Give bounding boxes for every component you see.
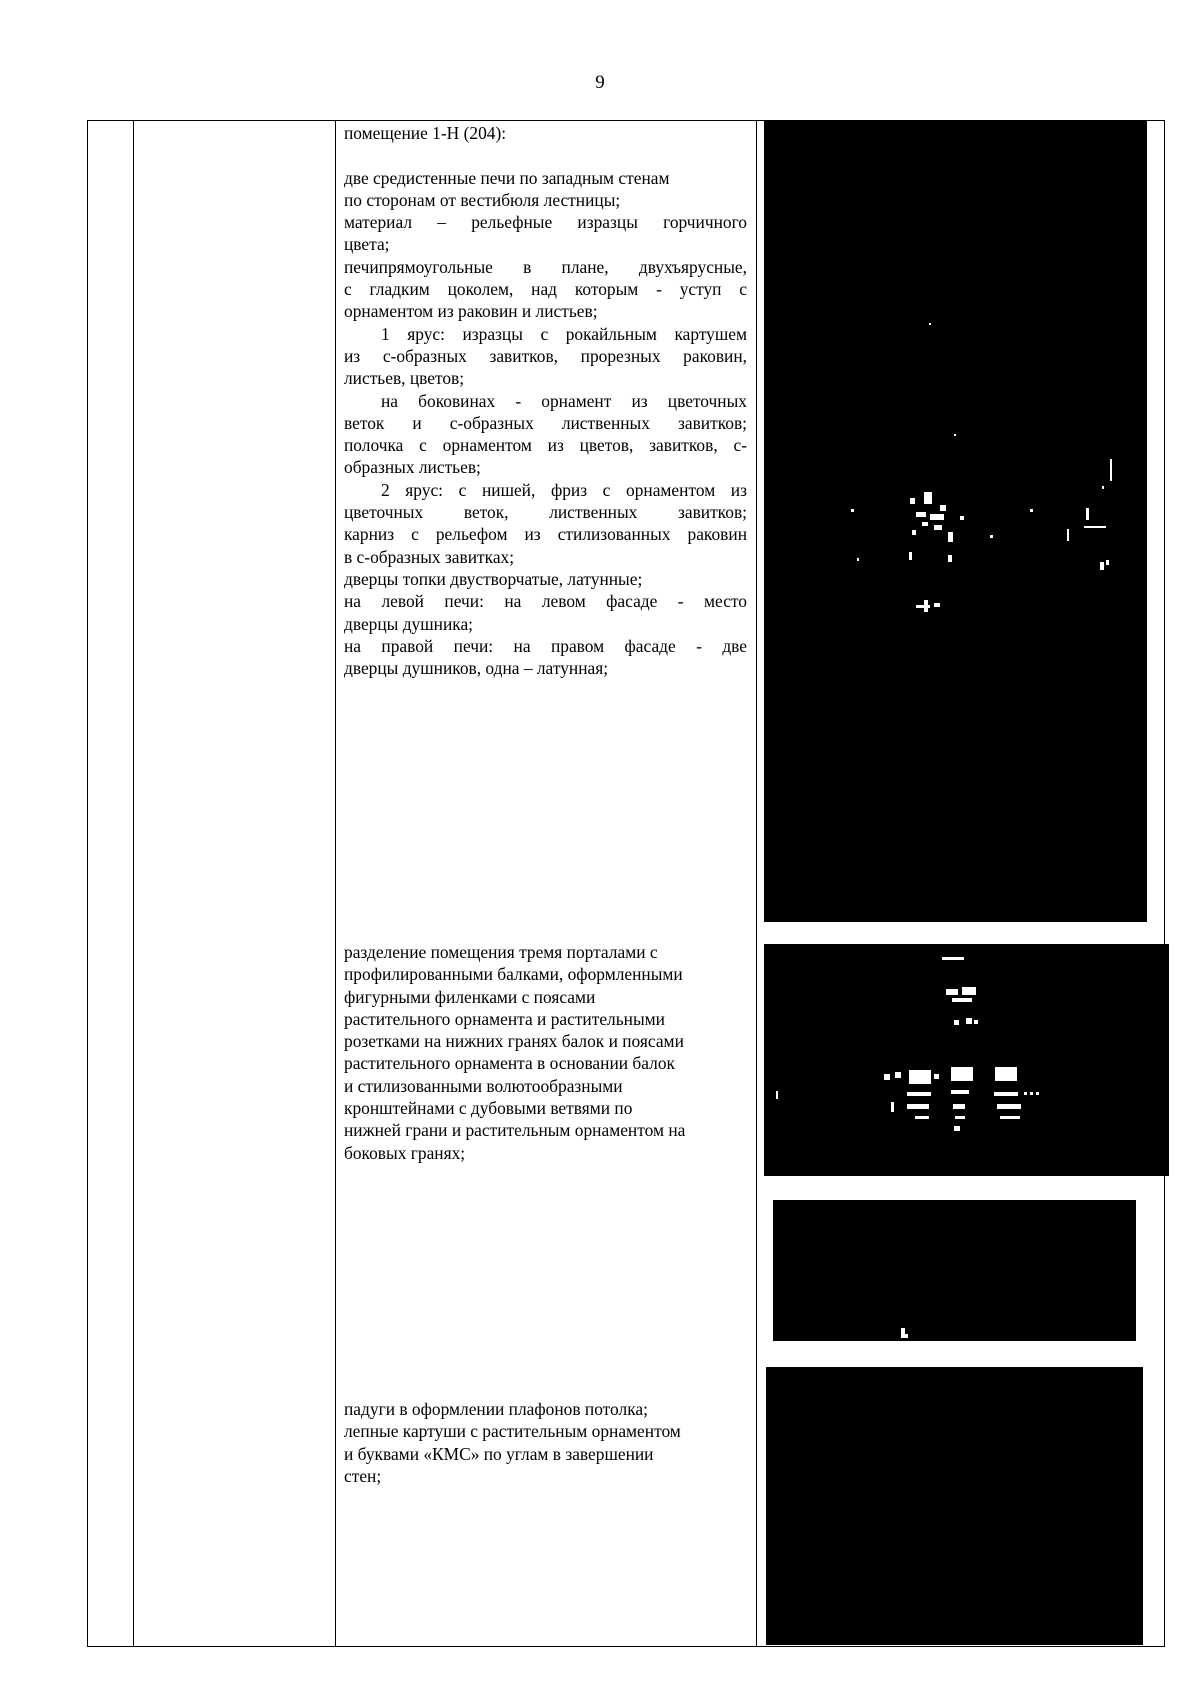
text-line: растительного орнамента в основании балок xyxy=(344,1053,675,1074)
text-line: из с-образных завитков, прорезных раковин, xyxy=(344,345,747,366)
column-divider-1 xyxy=(133,120,134,1647)
table-border-bottom xyxy=(87,1646,1165,1647)
photo-ceiling xyxy=(766,1367,1143,1645)
photo-stove-specks xyxy=(764,120,1147,922)
text-line: 2 ярус: с нишей, фриз с орнаментом из xyxy=(381,479,747,500)
text-line: карниз с рельефом из стилизованных раковин xyxy=(344,524,747,545)
text-line: на левой печи: на левом фасаде - место xyxy=(344,591,747,612)
text-line: и стилизованными волютообразными xyxy=(344,1075,623,1096)
text-line: материал – рельефные изразцы горчичного xyxy=(344,212,747,233)
text-line: листьев, цветов; xyxy=(344,368,465,389)
text-line: с гладким цоколем, над которым - уступ с xyxy=(344,279,747,300)
photo-stove xyxy=(764,120,1147,922)
text-line: цветочных веток, лиственных завитков; xyxy=(344,502,747,523)
text-line: нижней грани и растительным орнаментом на xyxy=(344,1120,686,1141)
text-line: по сторонам от вестибюля лестницы; xyxy=(344,189,621,210)
text-line: веток и с-образных лиственных завитков; xyxy=(344,412,747,433)
text-line: розетками на нижних гранях балок и поясами xyxy=(344,1031,684,1052)
description-portals xyxy=(344,941,747,1164)
text-line: кронштейнами с дубовыми ветвями по xyxy=(344,1098,633,1119)
text-line: две средистенные печи по западным стенам xyxy=(344,167,670,188)
photo-portals xyxy=(764,944,1169,1176)
text-line: лепные картуши с растительным орнаментом xyxy=(344,1421,681,1442)
text-line: полочка с орнаментом из цветов, завитков, с- xyxy=(344,435,747,456)
text-line: боковых гранях; xyxy=(344,1142,466,1163)
text-line: в с-образных завитках; xyxy=(344,546,515,567)
text-line: растительного орнамента и растительными xyxy=(344,1008,665,1029)
description-stoves xyxy=(344,122,747,679)
text-line: стен; xyxy=(344,1465,382,1486)
text-line: профилированными балками, оформленными xyxy=(344,964,683,985)
photo-interior-specks xyxy=(773,1200,1136,1341)
table-border-left xyxy=(87,120,88,1647)
text-line: разделение помещения тремя порталами с xyxy=(344,942,658,962)
text-line: дверцы душников, одна – латунная; xyxy=(344,658,609,679)
column-divider-2 xyxy=(335,120,336,1647)
text-line: на правой печи: на правом фасаде - две xyxy=(344,635,747,656)
text-line: образных листьев; xyxy=(344,457,481,478)
photo-portals-specks xyxy=(764,944,1169,1176)
text-line: дверцы душника; xyxy=(344,613,473,634)
column-divider-3 xyxy=(756,120,757,1647)
text-line: печипрямоугольные в плане, двухъярусные, xyxy=(344,256,747,277)
room-heading: помещение 1-Н (204): xyxy=(344,123,507,143)
text-line: фигурными филенками с поясами xyxy=(344,986,596,1007)
text-line: падуги в оформлении плафонов потолка; xyxy=(344,1399,648,1419)
text-line: на боковинах - орнамент из цветочных xyxy=(381,390,747,411)
text-line: цвета; xyxy=(344,234,390,255)
table-border-right xyxy=(1164,120,1165,1647)
blank-line xyxy=(344,144,747,166)
text-line: 1 ярус: изразцы с рокайльным картушем xyxy=(381,323,747,344)
text-line: орнаментом из раковин и листьев; xyxy=(344,301,598,322)
text-line: дверцы топки двустворчатые, латунные; xyxy=(344,568,643,589)
description-ceiling xyxy=(344,1398,747,1487)
photo-interior xyxy=(773,1200,1136,1341)
text-line: и буквами «КМС» по углам в завершении xyxy=(344,1443,654,1464)
page-number: 9 xyxy=(595,72,605,93)
